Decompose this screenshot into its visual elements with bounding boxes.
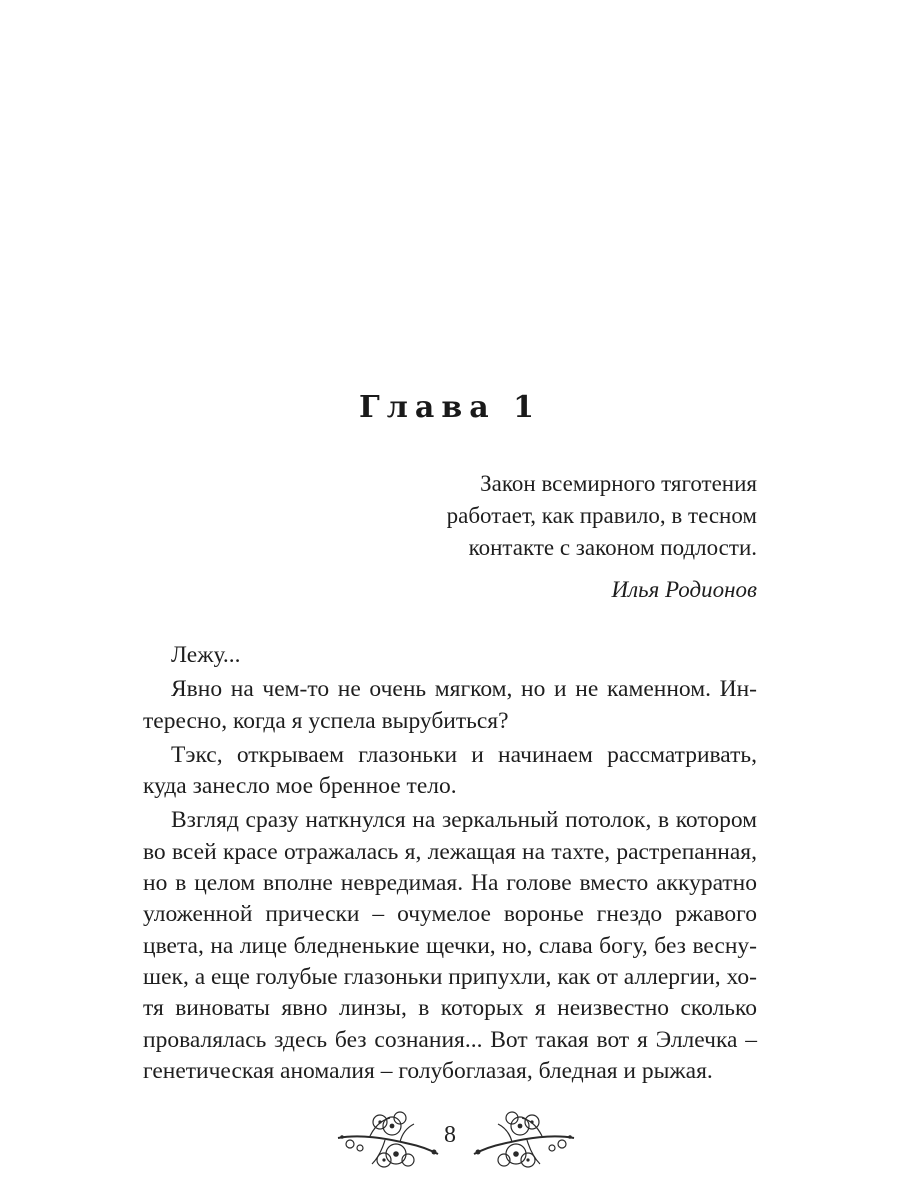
epigraph <box>337 468 757 606</box>
body-line: уложенной прически – очумелое воронье гнездо ржавого <box>143 901 757 928</box>
body-line: шек, а еще голубые глазоньки припухли, как от аллергии, хо- <box>143 963 757 990</box>
page-number: 8 <box>444 1122 456 1148</box>
body-line: Явно на чем-то не очень мягком, но и не каменном. Ин- <box>171 676 757 703</box>
body-line: провалялась здесь без сознания... Вот такая вот я Эллечка – <box>143 1026 757 1053</box>
body-line: Взгляд сразу наткнулся на зеркальный потолок, в котором <box>171 807 757 834</box>
body-line: цвета, на лице бледненькие щечки, но, слава богу, без весну- <box>143 932 757 959</box>
epigraph-line: контакте с законом подлости. <box>468 535 757 560</box>
epigraph-line: Закон всемирного тяготения <box>480 471 757 496</box>
page-footer <box>0 1104 900 1184</box>
epigraph-line: работает, как правило, в тесном <box>446 503 757 528</box>
body-line: генетическая аномалия – голубоглазая, бледная и рыжая. <box>143 1057 713 1084</box>
body-line: тя виноваты явно линзы, в которых я неизвестно сколько <box>143 995 757 1022</box>
epigraph-author: Илья Родионов <box>611 577 757 602</box>
chapter-title: Глава 1 <box>359 390 541 425</box>
flower-branch-icon <box>472 1104 582 1174</box>
body-line: куда занесло мое бренное тело. <box>143 773 457 800</box>
body-line: тересно, когда я успела вырубиться? <box>143 707 509 734</box>
chapter-body <box>143 640 757 1087</box>
body-line: Тэкс, открываем глазоньки и начинаем рассматривать, <box>171 741 757 768</box>
body-line: во всей красе отражалась я, лежащая на тахте, растрепанная, <box>143 838 757 865</box>
body-line: Лежу... <box>171 642 241 668</box>
body-line: но в целом вполне невредимая. На голове вместо аккуратно <box>143 870 757 897</box>
